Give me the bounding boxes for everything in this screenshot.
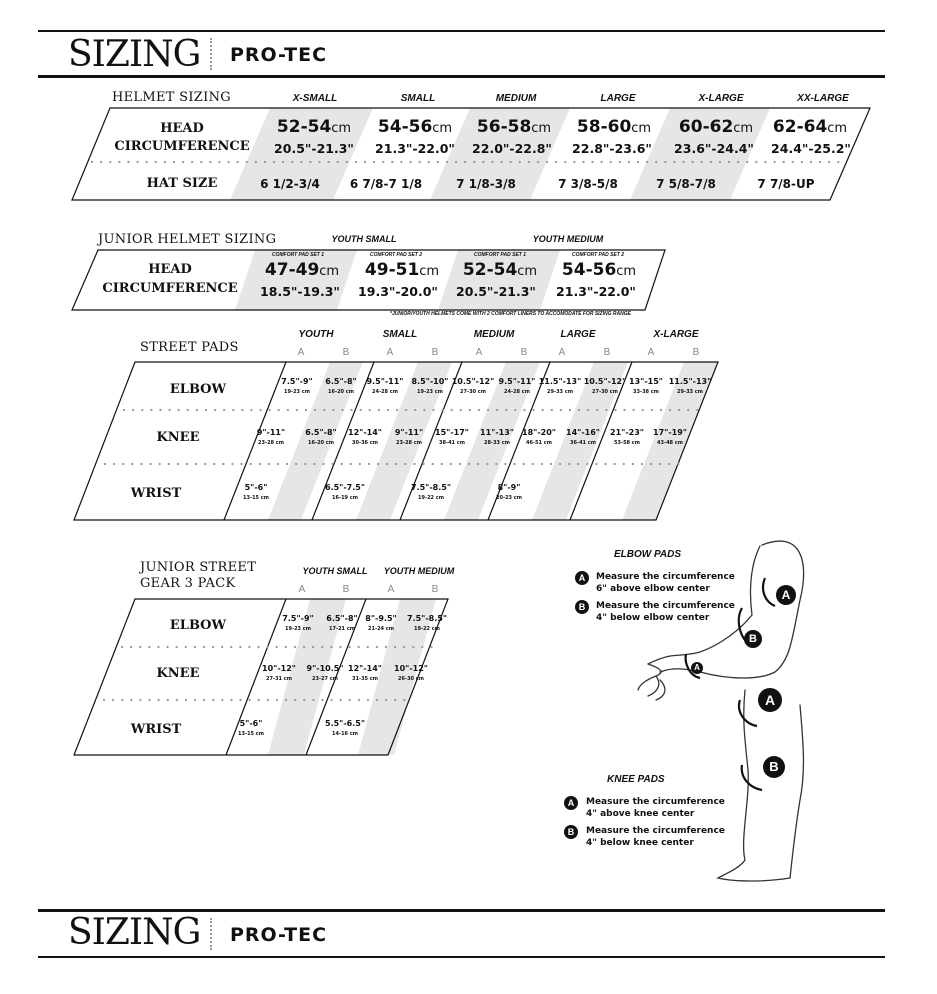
street-pads-col-a: A: [297, 347, 305, 358]
street-pads-row-label: KNEE: [156, 430, 200, 445]
street-pads-cell: 7.5"-9" 19-23 cm: [281, 377, 313, 395]
street-pads-cell: 11"-13" 28-33 cm: [480, 428, 514, 446]
knee-guide-title: KNEE PADS: [607, 774, 665, 785]
junior-helmet-inch-value: 20.5"-21.3": [456, 284, 536, 299]
junior-street-col-a: A: [387, 584, 395, 595]
street-pads-cell: 9"-11" 23-28 cm: [256, 428, 286, 446]
helmet-cm-value: 54-56cm: [377, 117, 453, 137]
junior-helmet-inch-value: 21.3"-22.0": [556, 284, 636, 299]
junior-helmet-head-label: CIRCUMFERENCE: [102, 281, 238, 296]
street-pads-col-b: B: [520, 347, 528, 358]
wrist-a-badge-icon: A: [691, 662, 703, 674]
street-pads-col-b: B: [431, 347, 439, 358]
helmet-inch-value: 22.8"-23.6": [572, 141, 652, 156]
helmet-size-header: LARGE: [600, 93, 636, 104]
helmet-cm-value: 58-60cm: [576, 117, 652, 137]
helmet-cm-value: 52-54cm: [276, 117, 352, 137]
street-pads-col-a: A: [558, 347, 566, 358]
junior-helmet-pad-label: COMFORT PAD SET 1: [473, 252, 527, 258]
street-pads-cell: 6.5"-7.5" 16-19 cm: [325, 483, 365, 501]
footer-title: SIZING: [68, 912, 201, 953]
junior-street-row-label: ELBOW: [169, 618, 227, 633]
street-pads-cell: 17"-19" 43-48 cm: [653, 428, 687, 446]
helmet-cm-value: 60-62cm: [678, 117, 754, 137]
junior-street-col-b: B: [431, 584, 439, 595]
junior-helmet-group-header: YOUTH SMALL: [331, 234, 397, 244]
junior-helmet-head-label: HEAD: [148, 262, 192, 277]
street-pads-cell: 10.5"-12" 27-30 cm: [451, 377, 495, 395]
street-pads-col-a: A: [386, 347, 394, 358]
helmet-inch-value: 22.0"-22.8": [472, 141, 552, 156]
helmet-inch-value: 24.4"-25.2": [771, 141, 851, 156]
knee-guide-badge-b-icon: B: [564, 825, 578, 839]
street-pads-cell: 9"-11" 23-28 cm: [394, 428, 424, 446]
helmet-hat-value: 7 1/8-3/8: [456, 177, 516, 191]
junior-street-cell: 5.5"-6.5" 14-16 cm: [325, 719, 365, 737]
junior-street-row-label: WRIST: [130, 722, 182, 737]
helmet-inch-value: 23.6"-24.4": [674, 141, 754, 156]
junior-street-size-header: YOUTH SMALL: [302, 566, 368, 576]
junior-helmet-pad-label: COMFORT PAD SET 2: [571, 252, 625, 258]
junior-street-title: GEAR 3 PACK: [140, 576, 236, 591]
street-pads-size-header: SMALL: [382, 329, 418, 340]
helmet-size-header: XX-LARGE: [797, 93, 849, 104]
junior-street-cell: 9"-10.5" 23-27 cm: [306, 664, 344, 682]
helmet-cm-value: 62-64cm: [772, 117, 848, 137]
elbow-guide-item: Measure the circumference 4" below elbow center: [596, 601, 735, 623]
knee-guide-badge-a-icon: A: [564, 796, 578, 810]
junior-street-title: JUNIOR STREET: [140, 560, 257, 575]
helmet-sizing-title: HELMET SIZING: [112, 90, 231, 105]
helmet-hat-label: HAT SIZE: [146, 176, 218, 191]
junior-street-size-header: YOUTH MEDIUM: [383, 566, 455, 576]
street-pads-col-b: B: [603, 347, 611, 358]
junior-street-cell: 6.5"-8" 17-21 cm: [326, 614, 358, 632]
street-pads-size-header: LARGE: [560, 329, 596, 340]
helmet-hat-value: 7 7/8-UP: [757, 177, 815, 191]
header-logo: PRO-TEC: [230, 44, 328, 66]
junior-street-col-a: A: [298, 584, 306, 595]
junior-street-cell: 8"-9.5" 21-24 cm: [365, 614, 397, 632]
street-pads-cell: 21"-23" 53-58 cm: [610, 428, 644, 446]
footer-logo: PRO-TEC: [230, 924, 328, 946]
street-pads-cell: 8.5"-10" 19-23 cm: [411, 377, 449, 395]
street-pads-row-label: ELBOW: [169, 382, 227, 397]
elbow-b-badge-icon: B: [744, 630, 762, 648]
street-pads-cell: 8"-9" 20-23 cm: [496, 483, 522, 501]
street-pads-size-header: X-LARGE: [653, 329, 699, 340]
helmet-hat-value: 6 7/8-7 1/8: [349, 177, 423, 191]
junior-street-cell: 10"-12" 26-30 cm: [394, 664, 428, 682]
street-pads-col-a: A: [647, 347, 655, 358]
street-pads-col-a: A: [475, 347, 483, 358]
helmet-size-header: SMALL: [400, 93, 436, 104]
elbow-guide-title: ELBOW PADS: [614, 549, 682, 560]
street-pads-cell: 9.5"-11" 24-28 cm: [366, 377, 404, 395]
junior-street-cell: 10"-12" 27-31 cm: [262, 664, 296, 682]
junior-helmet-cm-value: 49-51cm: [364, 260, 440, 280]
street-pads-cell: 11.5"-13" 29-33 cm: [668, 377, 712, 395]
knee-guide-item: Measure the circumference 4" above knee center: [586, 797, 725, 819]
street-pads-cell: 6.5"-8" 16-20 cm: [305, 428, 337, 446]
street-pads-cell: 18"-20" 46-51 cm: [522, 428, 556, 446]
street-pads-cell: 7.5"-8.5" 19-22 cm: [411, 483, 451, 501]
junior-street-cell: 7.5"-9" 19-23 cm: [282, 614, 314, 632]
helmet-hat-value: 7 5/8-7/8: [656, 177, 716, 191]
junior-street-cell: 5"-6" 13-15 cm: [238, 719, 264, 737]
street-pads-cell: 15"-17" 38-41 cm: [435, 428, 469, 446]
junior-helmet-inch-value: 18.5"-19.3": [260, 284, 340, 299]
junior-helmet-cm-value: 54-56cm: [561, 260, 637, 280]
junior-helmet-cm-value: 47-49cm: [264, 260, 340, 280]
elbow-a-badge-icon: A: [776, 585, 796, 605]
helmet-size-header: X-SMALL: [292, 93, 338, 104]
street-pads-cell: 11.5"-13" 29-33 cm: [538, 377, 582, 395]
knee-b-badge-icon: B: [763, 756, 785, 778]
helmet-size-header: MEDIUM: [495, 93, 537, 104]
street-pads-cell: 12"-14" 30-36 cm: [348, 428, 382, 446]
junior-helmet-cm-value: 52-54cm: [462, 260, 538, 280]
street-pads-cell: 10.5"-12" 27-30 cm: [583, 377, 627, 395]
junior-street-cell: 7.5"-8.5" 19-22 cm: [407, 614, 447, 632]
junior-helmet-inch-value: 19.3"-20.0": [358, 284, 438, 299]
elbow-guide-badge-b-icon: B: [575, 600, 589, 614]
elbow-guide-badge-a-icon: A: [575, 571, 589, 585]
knee-guide-item: Measure the circumference 4" below knee center: [586, 826, 725, 848]
helmet-head-label: CIRCUMFERENCE: [114, 139, 250, 154]
street-pads-cell: 13"-15" 33-38 cm: [629, 377, 663, 395]
junior-helmet-note: *JUNIOR/YOUTH HELMETS COME WITH 2 COMFORT LINERS TO ACCOMODATE FOR SIZING RANGE: [390, 311, 631, 317]
junior-street-cell: 12"-14" 31-35 cm: [348, 664, 382, 682]
street-pads-cell: 6.5"-8" 16-20 cm: [325, 377, 357, 395]
junior-helmet-pad-label: COMFORT PAD SET 1: [271, 252, 325, 258]
street-pads-cell: 5"-6" 13-15 cm: [243, 483, 269, 501]
junior-street-row-label: KNEE: [156, 666, 200, 681]
junior-street-col-b: B: [342, 584, 350, 595]
junior-helmet-title: JUNIOR HELMET SIZING: [98, 232, 277, 247]
street-pads-cell: 14"-16" 36-41 cm: [566, 428, 600, 446]
helmet-head-label: HEAD: [160, 121, 204, 136]
street-pads-title: STREET PADS: [140, 340, 239, 355]
helmet-size-header: X-LARGE: [698, 93, 744, 104]
street-pads-size-header: MEDIUM: [473, 329, 515, 340]
knee-a-badge-icon: A: [758, 688, 782, 712]
helmet-inch-value: 20.5"-21.3": [274, 141, 354, 156]
header-title: SIZING: [68, 34, 201, 75]
helmet-cm-value: 56-58cm: [476, 117, 552, 137]
elbow-guide-item: Measure the circumference 6" above elbow center: [596, 572, 735, 594]
junior-helmet-pad-label: COMFORT PAD SET 2: [369, 252, 423, 258]
street-pads-col-b: B: [342, 347, 350, 358]
junior-helmet-group-header: YOUTH MEDIUM: [532, 234, 604, 244]
street-pads-cell: 9.5"-11" 24-28 cm: [498, 377, 536, 395]
street-pads-col-b: B: [692, 347, 700, 358]
street-pads-size-header: YOUTH: [298, 329, 334, 340]
helmet-hat-value: 7 3/8-5/8: [558, 177, 618, 191]
helmet-hat-value: 6 1/2-3/4: [260, 177, 320, 191]
helmet-inch-value: 21.3"-22.0": [375, 141, 455, 156]
street-pads-row-label: WRIST: [130, 486, 182, 501]
